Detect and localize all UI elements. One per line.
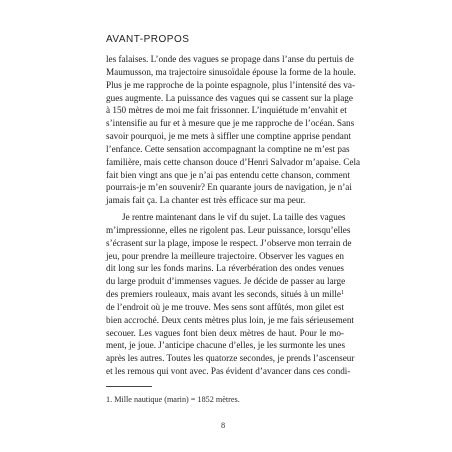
text-line: du large produit d’immenses vagues. Je décide de passer au large [106, 276, 346, 287]
text-line: s’écrasent sur la plage, impose le respect. J’observe mon terrain de [106, 237, 352, 248]
text-line: savoir pourquoi, je me mets à siffler une comptine apprise pendant [106, 131, 352, 142]
footnote-divider [106, 386, 152, 387]
text-line: jamais fait ça. La chanter est très efficace sur ma peur. [106, 195, 306, 206]
text-line: bien accroché. Deux cents mètres plus loin, je me fais sérieusement [106, 314, 354, 325]
text-line: gues augmente. La puissance des vagues qui se cassent sur la plage [106, 92, 353, 103]
paragraph-1 [106, 53, 361, 207]
text-line: ment, je joue. J’anticipe chacune d’elles, je les surmonte les unes [106, 340, 346, 351]
page-number: 8 [221, 421, 226, 430]
text-line: à 150 mètres de moi me fait frissonner. L’inquiétude m’envahit et [106, 105, 347, 116]
text-line: secouer. Les vagues font bien deux mètres de haut. Pour le mo- [106, 327, 344, 338]
text-line: l’enfance. Cette sensation accompagnant la comptine ne m’est pas [106, 143, 350, 154]
text-line: de l’endroit où je me trouve. Mes sens sont affûtés, mon gilet est [106, 301, 344, 312]
footnote: 1. Mille nautique (marin) = 1852 mètres. [106, 395, 240, 404]
text-line: m’impressionne, elles ne rigolent pas. Leur puissance, lorsqu’elles [106, 224, 351, 235]
text-line-with-note [106, 288, 344, 301]
text-line: des premiers rouleaux, mais avant les seconds, situés à un mille [106, 289, 341, 300]
running-head: AVANT-PROPOS [106, 34, 190, 45]
text-line: pourrais-je m’en souvenir? En quarante jours de navigation, je n’ai [106, 182, 352, 193]
text-line: s’intensifie au fur et à mesure que je me rapproche de l’océan. Sans [106, 118, 355, 129]
text-line: Maumusson, ma trajectoire sinusoïdale épouse la forme de la houle. [106, 66, 356, 77]
text-line: Je rentre maintenant dans le vif du sujet. La taille des vagues [122, 212, 346, 222]
text-line: jeu, pour prendre la meilleure trajectoire. Observer les vagues en [106, 250, 345, 261]
paragraph-2 [106, 211, 355, 378]
text-line: dit long sur les fonds marins. La réverbération des ondes venues [106, 263, 344, 274]
text-line: après les autres. Toutes les quatorze secondes, je prends l’ascenseur [106, 353, 355, 364]
text-line: familière, mais cette chanson douce d’Henri Salvador m’apaise. Cela [106, 156, 361, 167]
text-line: et les remous qui vont avec. Pas évident d’avancer dans ces condi- [106, 366, 351, 377]
text-line: les falaises. L’onde des vagues se propage dans l’anse du pertuis de [106, 54, 354, 64]
text-line: fait bien vingt ans que je n’ai pas entendu cette chanson, comment [106, 169, 350, 180]
footnote-marker[interactable]: 1 [341, 290, 344, 297]
text-line: Plus je me rapproche de la pointe espagnole, plus l’intensité des va- [106, 79, 356, 90]
